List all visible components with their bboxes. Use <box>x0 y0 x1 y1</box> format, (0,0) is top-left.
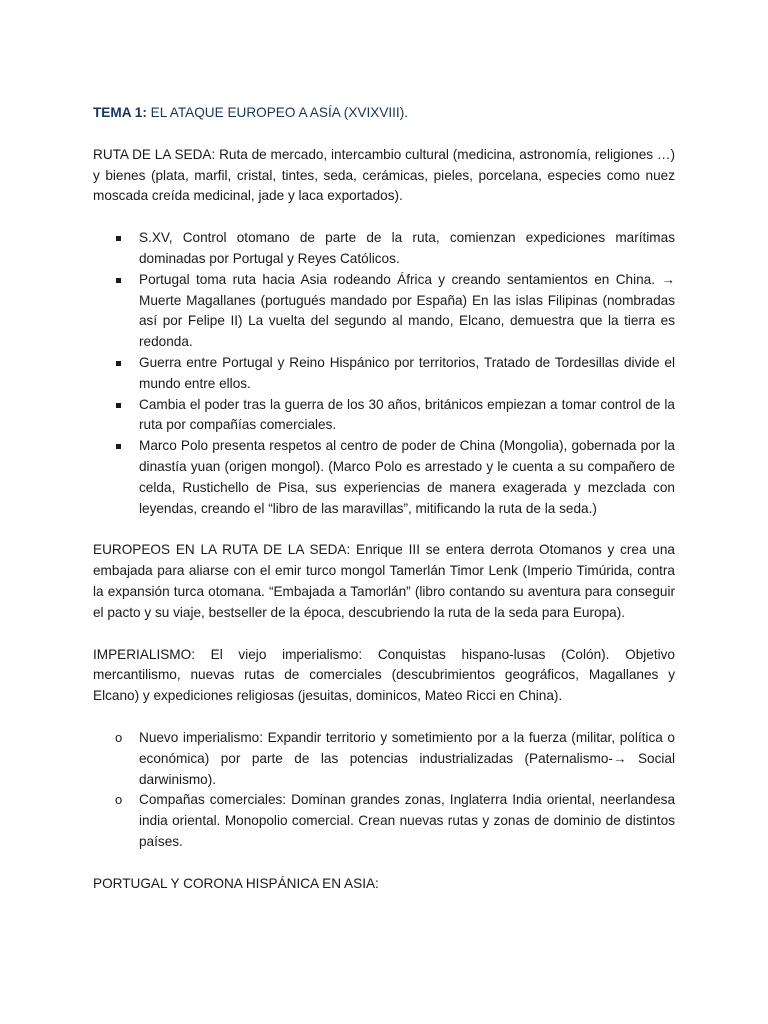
paragraph-portugal: PORTUGAL Y CORONA HISPÁNICA EN ASIA: <box>93 875 379 891</box>
paragraph-imperialismo: IMPERIALISMO: El viejo imperialismo: Conquistas hispano-lusas (Colón). Objetivo mercantilismo, nuevas rutas de comerciales (descubrimientos geográficos, Magallanes y Elcano) y expediciones religiosas (jesuitas, dominicos, Mateo Ricci en China). <box>93 646 675 704</box>
list-item: Cambia el poder tras la guerra de los 30 años, británicos empiezan a tomar control de la ruta por compañías comerciales. <box>93 395 675 437</box>
bullet-list-ruta <box>93 228 675 519</box>
list-item: o Compañas comerciales: Dominan grandes zonas, Inglaterra India oriental, neerlandesa india oriental. Monopolio comercial. Crean nuevas rutas y zonas de dominio de distintos países. <box>93 790 675 852</box>
paragraph-ruta-seda: RUTA DE LA SEDA: Ruta de mercado, intercambio cultural (medicina, astronomía, religiones …) y bienes (plata, marfil, cristal, tintes, seda, cerámicas, pieles, porcelana, especies como nuez moscada creída medicinal, jade y laca exportados). <box>93 146 675 204</box>
list-item: Guerra entre Portugal y Reino Hispánico por territorios, Tratado de Tordesillas divide el mundo entre ellos. <box>93 353 675 395</box>
bullet-list-imperialismo <box>93 728 675 853</box>
list-item: Portugal toma ruta hacia Asia rodeando África y creando sentamientos en China. → Muerte Magallanes (portugués mandado por España) En las islas Filipinas (nombradas así por Felipe II) La vuelta del segundo al mando, Elcano, demuestra que la tierra es redonda. <box>93 270 675 353</box>
paragraph-europeos: EUROPEOS EN LA RUTA DE LA SEDA: Enrique III se entera derrota Otomanos y crea una embajada para aliarse con el emir turco mongol Tamerlán Timor Lenk (Imperio Timúrida, contra la expansión turca otomana. “Embajada a Tamorlán” (libro contando su aventura para conseguir el pacto y su viaje, bestseller de la época, descubriendo la ruta de la seda para Europa). <box>93 542 675 620</box>
document-page <box>93 103 675 916</box>
list-item: S.XV, Control otomano de parte de la ruta, comienzan expediciones marítimas dominadas por Portugal y Reyes Católicos. <box>93 228 675 270</box>
list-item: o Nuevo imperialismo: Expandir territorio y sometimiento por a la fuerza (militar, política o económica) por parte de las potencias industrializadas (Paternalismo-→ Social darwinismo). <box>93 728 675 790</box>
title-label: TEMA 1: <box>93 105 147 120</box>
list-item: Marco Polo presenta respetos al centro de poder de China (Mongolia), gobernada por la dinastía yuan (origen mongol). (Marco Polo es arrestado y le cuenta a su compañero de celda, Rustichello de Pisa, sus experiencias de manera exagerada y mezclada con leyendas, creando el “libro de las maravillas”, mitificando la ruta de la seda.) <box>93 436 675 519</box>
document-title <box>93 103 675 124</box>
title-text: EL ATAQUE EUROPEO A ASÍA (XVIXVIII). <box>146 105 409 120</box>
